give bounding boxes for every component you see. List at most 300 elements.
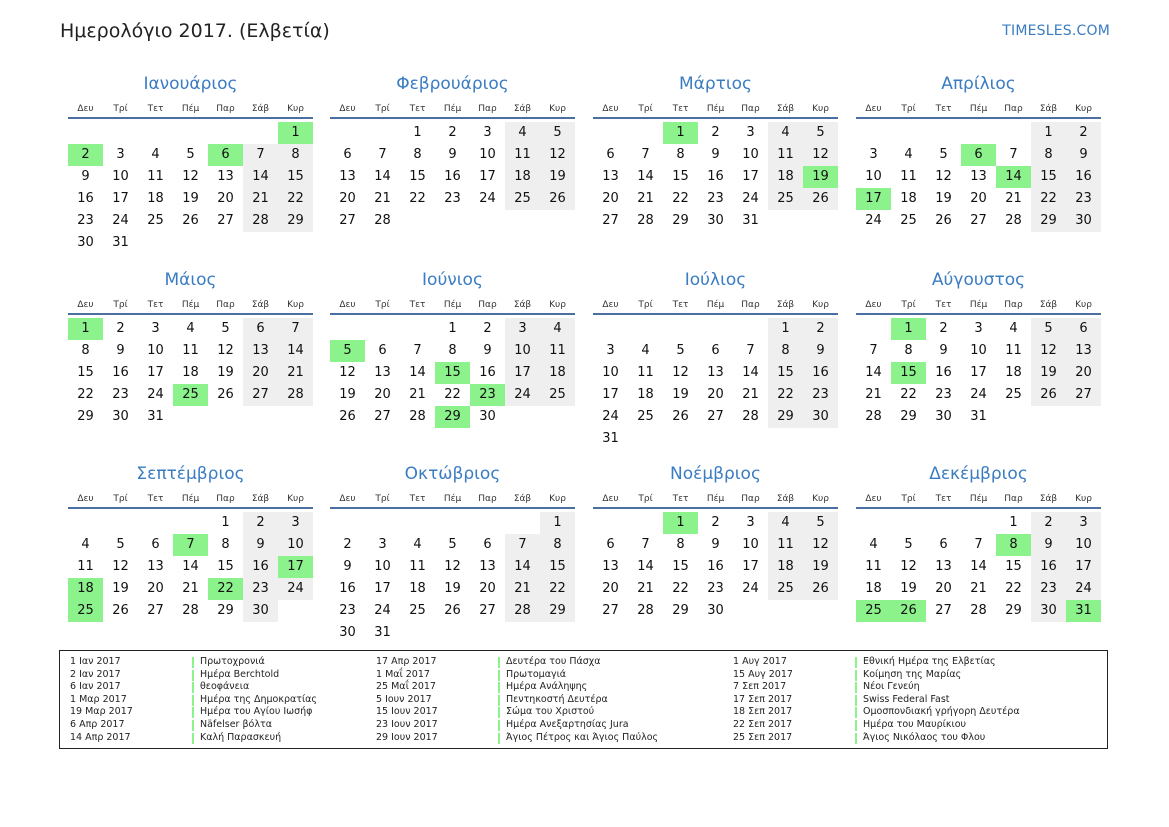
day-cell[interactable]: 16: [803, 362, 838, 384]
day-cell[interactable]: 8: [676, 147, 685, 162]
day-cell[interactable]: 14: [409, 365, 426, 380]
day-cell[interactable]: 26: [182, 213, 199, 228]
day-cell[interactable]: 13: [479, 559, 496, 574]
day-cell[interactable]: 1: [1009, 515, 1018, 530]
holiday-day-cell[interactable]: 2: [68, 144, 103, 166]
day-cell[interactable]: 15: [77, 365, 94, 380]
day-cell[interactable]: 21: [243, 188, 278, 210]
day-cell[interactable]: 16: [77, 191, 94, 206]
holiday-day-cell[interactable]: 25: [68, 600, 103, 622]
day-cell[interactable]: 10: [602, 365, 619, 380]
day-cell[interactable]: 22: [278, 188, 313, 210]
day-cell[interactable]: 12: [1031, 340, 1066, 362]
day-cell[interactable]: 30: [935, 409, 952, 424]
day-cell[interactable]: 12: [339, 365, 356, 380]
day-cell[interactable]: 6: [711, 343, 720, 358]
day-cell[interactable]: 11: [768, 144, 803, 166]
day-cell[interactable]: 29: [1031, 210, 1066, 232]
day-cell[interactable]: 13: [243, 340, 278, 362]
day-cell[interactable]: 10: [374, 559, 391, 574]
day-cell[interactable]: 8: [221, 537, 230, 552]
day-cell[interactable]: 23: [444, 191, 461, 206]
day-cell[interactable]: 10: [742, 537, 759, 552]
holiday-day-cell[interactable]: 7: [173, 534, 208, 556]
holiday-day-cell[interactable]: 8: [996, 534, 1031, 556]
day-cell[interactable]: 26: [540, 188, 575, 210]
day-cell[interactable]: 10: [112, 169, 129, 184]
day-cell[interactable]: 23: [707, 581, 724, 596]
day-cell[interactable]: 27: [935, 603, 952, 618]
day-cell[interactable]: 21: [505, 578, 540, 600]
day-cell[interactable]: 28: [278, 384, 313, 406]
day-cell[interactable]: 19: [935, 191, 952, 206]
day-cell[interactable]: 30: [1066, 210, 1101, 232]
day-cell[interactable]: 18: [147, 191, 164, 206]
day-cell[interactable]: 25: [900, 213, 917, 228]
day-cell[interactable]: 4: [540, 318, 575, 340]
day-cell[interactable]: 25: [768, 188, 803, 210]
day-cell[interactable]: 17: [374, 581, 391, 596]
holiday-day-cell[interactable]: 1: [68, 318, 103, 340]
day-cell[interactable]: 21: [374, 191, 391, 206]
day-cell[interactable]: 9: [448, 147, 457, 162]
day-cell[interactable]: 13: [707, 365, 724, 380]
day-cell[interactable]: 3: [505, 318, 540, 340]
day-cell[interactable]: 15: [409, 169, 426, 184]
day-cell[interactable]: 2: [116, 321, 125, 336]
day-cell[interactable]: 19: [112, 581, 129, 596]
day-cell[interactable]: 12: [803, 534, 838, 556]
day-cell[interactable]: 20: [602, 581, 619, 596]
day-cell[interactable]: 10: [865, 169, 882, 184]
day-cell[interactable]: 7: [869, 343, 878, 358]
day-cell[interactable]: 7: [278, 318, 313, 340]
day-cell[interactable]: 18: [865, 581, 882, 596]
day-cell[interactable]: 6: [606, 147, 615, 162]
day-cell[interactable]: 16: [707, 169, 724, 184]
day-cell[interactable]: 17: [479, 169, 496, 184]
day-cell[interactable]: 8: [413, 147, 422, 162]
holiday-day-cell[interactable]: 26: [891, 600, 926, 622]
day-cell[interactable]: 26: [1031, 384, 1066, 406]
day-cell[interactable]: 6: [378, 343, 387, 358]
day-cell[interactable]: 12: [935, 169, 952, 184]
day-cell[interactable]: 31: [374, 625, 391, 640]
day-cell[interactable]: 1: [413, 125, 422, 140]
day-cell[interactable]: 18: [900, 191, 917, 206]
holiday-day-cell[interactable]: 19: [803, 166, 838, 188]
day-cell[interactable]: 27: [339, 213, 356, 228]
day-cell[interactable]: 13: [147, 559, 164, 574]
holiday-day-cell[interactable]: 5: [330, 340, 365, 362]
day-cell[interactable]: 29: [672, 603, 689, 618]
day-cell[interactable]: 15: [672, 559, 689, 574]
day-cell[interactable]: 25: [505, 188, 540, 210]
day-cell[interactable]: 25: [637, 409, 654, 424]
day-cell[interactable]: 22: [672, 581, 689, 596]
day-cell[interactable]: 19: [217, 365, 234, 380]
day-cell[interactable]: 1: [768, 318, 803, 340]
day-cell[interactable]: 4: [81, 537, 90, 552]
day-cell[interactable]: 30: [243, 600, 278, 622]
day-cell[interactable]: 3: [483, 125, 492, 140]
day-cell[interactable]: 5: [116, 537, 125, 552]
day-cell[interactable]: 22: [1031, 188, 1066, 210]
day-cell[interactable]: 30: [339, 625, 356, 640]
day-cell[interactable]: 3: [869, 147, 878, 162]
day-cell[interactable]: 24: [602, 409, 619, 424]
holiday-day-cell[interactable]: 6: [961, 144, 996, 166]
day-cell[interactable]: 6: [483, 537, 492, 552]
day-cell[interactable]: 14: [374, 169, 391, 184]
day-cell[interactable]: 13: [935, 559, 952, 574]
day-cell[interactable]: 22: [1005, 581, 1022, 596]
day-cell[interactable]: 6: [939, 537, 948, 552]
day-cell[interactable]: 29: [540, 600, 575, 622]
day-cell[interactable]: 16: [339, 581, 356, 596]
day-cell[interactable]: 14: [637, 559, 654, 574]
day-cell[interactable]: 6: [606, 537, 615, 552]
day-cell[interactable]: 13: [602, 559, 619, 574]
day-cell[interactable]: 28: [374, 213, 391, 228]
day-cell[interactable]: 3: [278, 512, 313, 534]
day-cell[interactable]: 23: [339, 603, 356, 618]
day-cell[interactable]: 11: [637, 365, 654, 380]
holiday-day-cell[interactable]: 22: [208, 578, 243, 600]
day-cell[interactable]: 4: [505, 122, 540, 144]
day-cell[interactable]: 24: [147, 387, 164, 402]
day-cell[interactable]: 8: [904, 343, 913, 358]
holiday-day-cell[interactable]: 17: [278, 556, 313, 578]
day-cell[interactable]: 16: [1031, 556, 1066, 578]
day-cell[interactable]: 28: [182, 603, 199, 618]
day-cell[interactable]: 5: [186, 147, 195, 162]
day-cell[interactable]: 17: [147, 365, 164, 380]
day-cell[interactable]: 11: [900, 169, 917, 184]
day-cell[interactable]: 17: [505, 362, 540, 384]
day-cell[interactable]: 27: [707, 409, 724, 424]
day-cell[interactable]: 8: [1031, 144, 1066, 166]
day-cell[interactable]: 11: [77, 559, 94, 574]
day-cell[interactable]: 3: [378, 537, 387, 552]
day-cell[interactable]: 17: [742, 169, 759, 184]
day-cell[interactable]: 4: [186, 321, 195, 336]
day-cell[interactable]: 30: [803, 406, 838, 428]
day-cell[interactable]: 12: [900, 559, 917, 574]
day-cell[interactable]: 21: [970, 581, 987, 596]
day-cell[interactable]: 7: [974, 537, 983, 552]
day-cell[interactable]: 5: [1031, 318, 1066, 340]
day-cell[interactable]: 14: [243, 166, 278, 188]
day-cell[interactable]: 16: [1066, 166, 1101, 188]
day-cell[interactable]: 9: [116, 343, 125, 358]
day-cell[interactable]: 2: [243, 512, 278, 534]
day-cell[interactable]: 1: [448, 321, 457, 336]
day-cell[interactable]: 11: [540, 340, 575, 362]
day-cell[interactable]: 27: [970, 213, 987, 228]
day-cell[interactable]: 24: [112, 213, 129, 228]
day-cell[interactable]: 5: [448, 537, 457, 552]
day-cell[interactable]: 17: [602, 387, 619, 402]
day-cell[interactable]: 1: [540, 512, 575, 534]
day-cell[interactable]: 2: [343, 537, 352, 552]
day-cell[interactable]: 29: [672, 213, 689, 228]
day-cell[interactable]: 14: [505, 556, 540, 578]
day-cell[interactable]: 26: [339, 409, 356, 424]
day-cell[interactable]: 9: [1031, 534, 1066, 556]
day-cell[interactable]: 8: [448, 343, 457, 358]
day-cell[interactable]: 10: [970, 343, 987, 358]
day-cell[interactable]: 9: [343, 559, 352, 574]
day-cell[interactable]: 1: [221, 515, 230, 530]
day-cell[interactable]: 28: [243, 210, 278, 232]
day-cell[interactable]: 11: [865, 559, 882, 574]
day-cell[interactable]: 2: [483, 321, 492, 336]
day-cell[interactable]: 24: [278, 578, 313, 600]
day-cell[interactable]: 23: [1066, 188, 1101, 210]
day-cell[interactable]: 26: [112, 603, 129, 618]
day-cell[interactable]: 12: [540, 144, 575, 166]
day-cell[interactable]: 30: [1031, 600, 1066, 622]
day-cell[interactable]: 20: [1066, 362, 1101, 384]
day-cell[interactable]: 23: [935, 387, 952, 402]
day-cell[interactable]: 7: [378, 147, 387, 162]
day-cell[interactable]: 24: [479, 191, 496, 206]
holiday-day-cell[interactable]: 23: [470, 384, 505, 406]
day-cell[interactable]: 6: [1066, 318, 1101, 340]
day-cell[interactable]: 3: [606, 343, 615, 358]
day-cell[interactable]: 9: [803, 340, 838, 362]
day-cell[interactable]: 9: [711, 147, 720, 162]
day-cell[interactable]: 13: [1066, 340, 1101, 362]
day-cell[interactable]: 11: [768, 534, 803, 556]
day-cell[interactable]: 23: [112, 387, 129, 402]
day-cell[interactable]: 25: [768, 578, 803, 600]
day-cell[interactable]: 4: [641, 343, 650, 358]
day-cell[interactable]: 26: [803, 188, 838, 210]
day-cell[interactable]: 17: [112, 191, 129, 206]
holiday-day-cell[interactable]: 15: [435, 362, 470, 384]
day-cell[interactable]: 30: [112, 409, 129, 424]
day-cell[interactable]: 20: [707, 387, 724, 402]
day-cell[interactable]: 10: [505, 340, 540, 362]
day-cell[interactable]: 26: [672, 409, 689, 424]
day-cell[interactable]: 4: [768, 512, 803, 534]
day-cell[interactable]: 27: [602, 213, 619, 228]
day-cell[interactable]: 21: [278, 362, 313, 384]
day-cell[interactable]: 4: [413, 537, 422, 552]
day-cell[interactable]: 31: [112, 235, 129, 250]
day-cell[interactable]: 26: [803, 578, 838, 600]
day-cell[interactable]: 23: [803, 384, 838, 406]
day-cell[interactable]: 13: [217, 169, 234, 184]
brand-link[interactable]: TIMESLES.COM: [1002, 23, 1110, 39]
day-cell[interactable]: 20: [374, 387, 391, 402]
day-cell[interactable]: 10: [1066, 534, 1101, 556]
holiday-day-cell[interactable]: 25: [173, 384, 208, 406]
day-cell[interactable]: 25: [409, 603, 426, 618]
day-cell[interactable]: 26: [217, 387, 234, 402]
day-cell[interactable]: 3: [746, 515, 755, 530]
day-cell[interactable]: 30: [707, 603, 724, 618]
holiday-day-cell[interactable]: 1: [278, 122, 313, 144]
day-cell[interactable]: 19: [339, 387, 356, 402]
day-cell[interactable]: 20: [147, 581, 164, 596]
day-cell[interactable]: 14: [278, 340, 313, 362]
day-cell[interactable]: 28: [742, 409, 759, 424]
day-cell[interactable]: 2: [939, 321, 948, 336]
day-cell[interactable]: 22: [409, 191, 426, 206]
day-cell[interactable]: 29: [77, 409, 94, 424]
day-cell[interactable]: 15: [217, 559, 234, 574]
day-cell[interactable]: 20: [935, 581, 952, 596]
day-cell[interactable]: 21: [182, 581, 199, 596]
holiday-day-cell[interactable]: 1: [891, 318, 926, 340]
day-cell[interactable]: 9: [243, 534, 278, 556]
day-cell[interactable]: 30: [479, 409, 496, 424]
day-cell[interactable]: 28: [505, 600, 540, 622]
day-cell[interactable]: 3: [974, 321, 983, 336]
holiday-day-cell[interactable]: 14: [996, 166, 1031, 188]
day-cell[interactable]: 4: [768, 122, 803, 144]
day-cell[interactable]: 10: [479, 147, 496, 162]
day-cell[interactable]: 27: [243, 384, 278, 406]
holiday-day-cell[interactable]: 6: [208, 144, 243, 166]
day-cell[interactable]: 4: [904, 147, 913, 162]
day-cell[interactable]: 16: [479, 365, 496, 380]
day-cell[interactable]: 20: [602, 191, 619, 206]
day-cell[interactable]: 20: [970, 191, 987, 206]
day-cell[interactable]: 15: [540, 556, 575, 578]
day-cell[interactable]: 24: [374, 603, 391, 618]
day-cell[interactable]: 26: [935, 213, 952, 228]
day-cell[interactable]: 28: [970, 603, 987, 618]
day-cell[interactable]: 5: [803, 512, 838, 534]
day-cell[interactable]: 25: [540, 384, 575, 406]
day-cell[interactable]: 3: [746, 125, 755, 140]
day-cell[interactable]: 27: [602, 603, 619, 618]
day-cell[interactable]: 21: [742, 387, 759, 402]
day-cell[interactable]: 9: [939, 343, 948, 358]
day-cell[interactable]: 10: [278, 534, 313, 556]
day-cell[interactable]: 22: [540, 578, 575, 600]
day-cell[interactable]: 18: [182, 365, 199, 380]
day-cell[interactable]: 7: [243, 144, 278, 166]
day-cell[interactable]: 17: [742, 559, 759, 574]
day-cell[interactable]: 5: [939, 147, 948, 162]
day-cell[interactable]: 5: [904, 537, 913, 552]
day-cell[interactable]: 4: [1009, 321, 1018, 336]
day-cell[interactable]: 19: [444, 581, 461, 596]
day-cell[interactable]: 16: [112, 365, 129, 380]
day-cell[interactable]: 24: [970, 387, 987, 402]
day-cell[interactable]: 28: [865, 409, 882, 424]
day-cell[interactable]: 8: [768, 340, 803, 362]
day-cell[interactable]: 21: [865, 387, 882, 402]
day-cell[interactable]: 28: [409, 409, 426, 424]
day-cell[interactable]: 8: [81, 343, 90, 358]
day-cell[interactable]: 16: [707, 559, 724, 574]
day-cell[interactable]: 23: [707, 191, 724, 206]
day-cell[interactable]: 9: [1066, 144, 1101, 166]
day-cell[interactable]: 20: [339, 191, 356, 206]
holiday-day-cell[interactable]: 15: [891, 362, 926, 384]
day-cell[interactable]: 7: [641, 147, 650, 162]
day-cell[interactable]: 11: [409, 559, 426, 574]
holiday-day-cell[interactable]: 1: [663, 122, 698, 144]
day-cell[interactable]: 2: [448, 125, 457, 140]
day-cell[interactable]: 2: [1066, 122, 1101, 144]
day-cell[interactable]: 21: [637, 191, 654, 206]
day-cell[interactable]: 18: [1005, 365, 1022, 380]
day-cell[interactable]: 6: [243, 318, 278, 340]
day-cell[interactable]: 12: [672, 365, 689, 380]
day-cell[interactable]: 13: [339, 169, 356, 184]
day-cell[interactable]: 11: [505, 144, 540, 166]
day-cell[interactable]: 28: [1005, 213, 1022, 228]
day-cell[interactable]: 15: [672, 169, 689, 184]
day-cell[interactable]: 12: [444, 559, 461, 574]
day-cell[interactable]: 22: [444, 387, 461, 402]
day-cell[interactable]: 21: [1005, 191, 1022, 206]
day-cell[interactable]: 7: [413, 343, 422, 358]
day-cell[interactable]: 17: [1066, 556, 1101, 578]
day-cell[interactable]: 6: [343, 147, 352, 162]
day-cell[interactable]: 13: [374, 365, 391, 380]
day-cell[interactable]: 5: [676, 343, 685, 358]
day-cell[interactable]: 18: [768, 166, 803, 188]
day-cell[interactable]: 18: [637, 387, 654, 402]
day-cell[interactable]: 18: [505, 166, 540, 188]
day-cell[interactable]: 29: [217, 603, 234, 618]
day-cell[interactable]: 15: [278, 166, 313, 188]
day-cell[interactable]: 31: [970, 409, 987, 424]
day-cell[interactable]: 6: [151, 537, 160, 552]
day-cell[interactable]: 4: [869, 537, 878, 552]
day-cell[interactable]: 29: [278, 210, 313, 232]
day-cell[interactable]: 3: [151, 321, 160, 336]
day-cell[interactable]: 27: [479, 603, 496, 618]
day-cell[interactable]: 9: [711, 537, 720, 552]
day-cell[interactable]: 3: [1066, 512, 1101, 534]
day-cell[interactable]: 27: [217, 213, 234, 228]
day-cell[interactable]: 28: [637, 213, 654, 228]
day-cell[interactable]: 23: [77, 213, 94, 228]
day-cell[interactable]: 27: [374, 409, 391, 424]
day-cell[interactable]: 7: [641, 537, 650, 552]
day-cell[interactable]: 22: [768, 384, 803, 406]
day-cell[interactable]: 19: [182, 191, 199, 206]
day-cell[interactable]: 11: [182, 343, 199, 358]
day-cell[interactable]: 15: [1031, 166, 1066, 188]
day-cell[interactable]: 25: [1005, 387, 1022, 402]
day-cell[interactable]: 2: [1031, 512, 1066, 534]
day-cell[interactable]: 15: [1005, 559, 1022, 574]
day-cell[interactable]: 9: [81, 169, 90, 184]
day-cell[interactable]: 31: [742, 213, 759, 228]
day-cell[interactable]: 17: [970, 365, 987, 380]
day-cell[interactable]: 1: [1031, 122, 1066, 144]
holiday-day-cell[interactable]: 18: [68, 578, 103, 600]
day-cell[interactable]: 19: [540, 166, 575, 188]
day-cell[interactable]: 23: [1031, 578, 1066, 600]
day-cell[interactable]: 3: [116, 147, 125, 162]
day-cell[interactable]: 21: [637, 581, 654, 596]
day-cell[interactable]: 2: [711, 125, 720, 140]
day-cell[interactable]: 14: [970, 559, 987, 574]
day-cell[interactable]: 28: [637, 603, 654, 618]
day-cell[interactable]: 13: [602, 169, 619, 184]
